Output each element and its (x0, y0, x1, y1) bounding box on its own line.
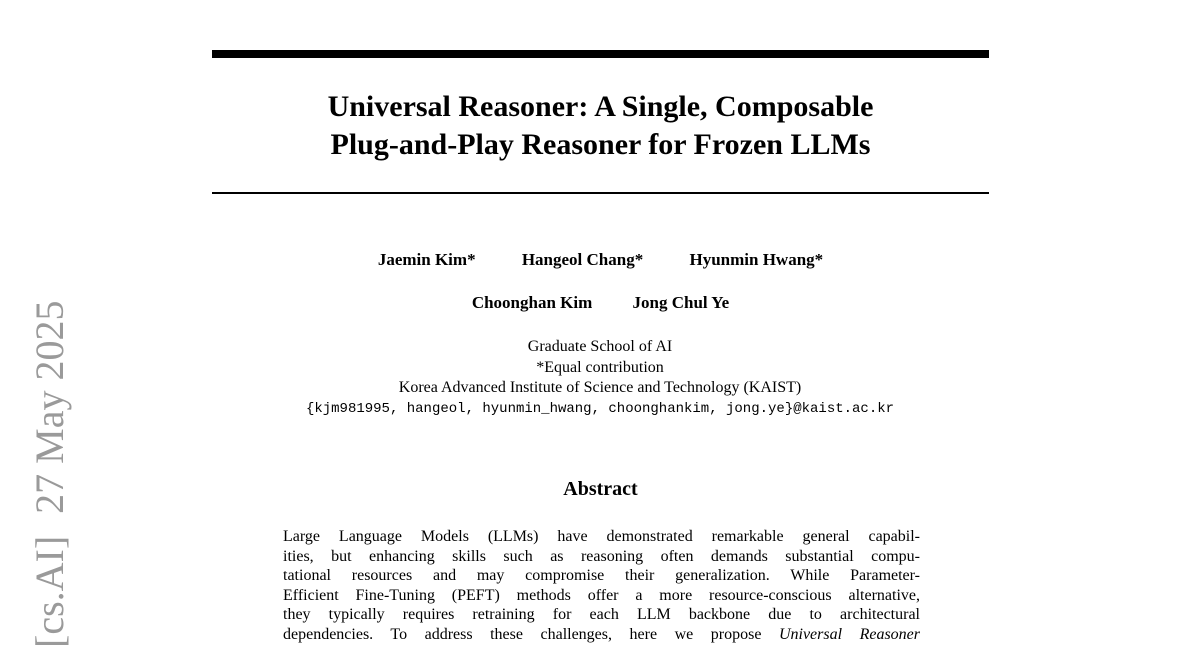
title-line-1: Universal Reasoner: A Single, Composable (327, 90, 874, 123)
title-line-2: Plug-and-Play Reasoner for Frozen LLMs (330, 128, 871, 161)
author-emails: {kjm981995, hangeol, hyunmin_hwang, choonghankim, jong.ye}@kaist.ac.kr (305, 400, 895, 417)
abstract-line-text: dependencies. To address these challenges, here we propose (283, 625, 762, 643)
author-name: Hyunmin Hwang* (689, 250, 824, 269)
authors-row-1 (212, 250, 989, 270)
abstract-line: they typically requires retraining for each LLM backbone due to architectural (283, 606, 920, 623)
title-bottom-rule (212, 192, 989, 194)
affiliation-institute: Korea Advanced Institute of Science and Technology (KAIST) (398, 379, 802, 396)
paper-title (212, 88, 989, 164)
arxiv-category: [cs.AI] (27, 535, 72, 648)
author-name: Jaemin Kim* (377, 250, 476, 269)
arxiv-side-stamp (22, 301, 78, 648)
abstract-emphasis: Universal Reasoner (778, 625, 921, 643)
arxiv-date: 27 May 2025 (27, 300, 72, 514)
title-top-rule (212, 50, 989, 58)
abstract-line: tational resources and may compromise their generalization. While Parameter- (283, 567, 920, 584)
abstract-heading: Abstract (563, 478, 638, 500)
author-name: Choonghan Kim (471, 293, 593, 312)
affiliation-school: Graduate School of AI (527, 338, 673, 355)
authors-row-2 (212, 293, 989, 313)
abstract-line: Large Language Models (LLMs) have demonstrated remarkable general capabil- (283, 528, 920, 545)
affiliation-block (150, 337, 1050, 419)
abstract-line: ities, but enhancing skills such as reasoning often demands substantial compu- (283, 547, 920, 565)
equal-contribution-note: *Equal contribution (536, 358, 664, 376)
abstract-line: Efficient Fine-Tuning (PEFT) methods offer a more resource-conscious alternative, (283, 586, 920, 604)
abstract-line-last (283, 625, 920, 645)
author-name: Jong Chul Ye (632, 293, 730, 312)
author-name: Hangeol Chang* (521, 250, 644, 269)
abstract-body (283, 527, 920, 644)
